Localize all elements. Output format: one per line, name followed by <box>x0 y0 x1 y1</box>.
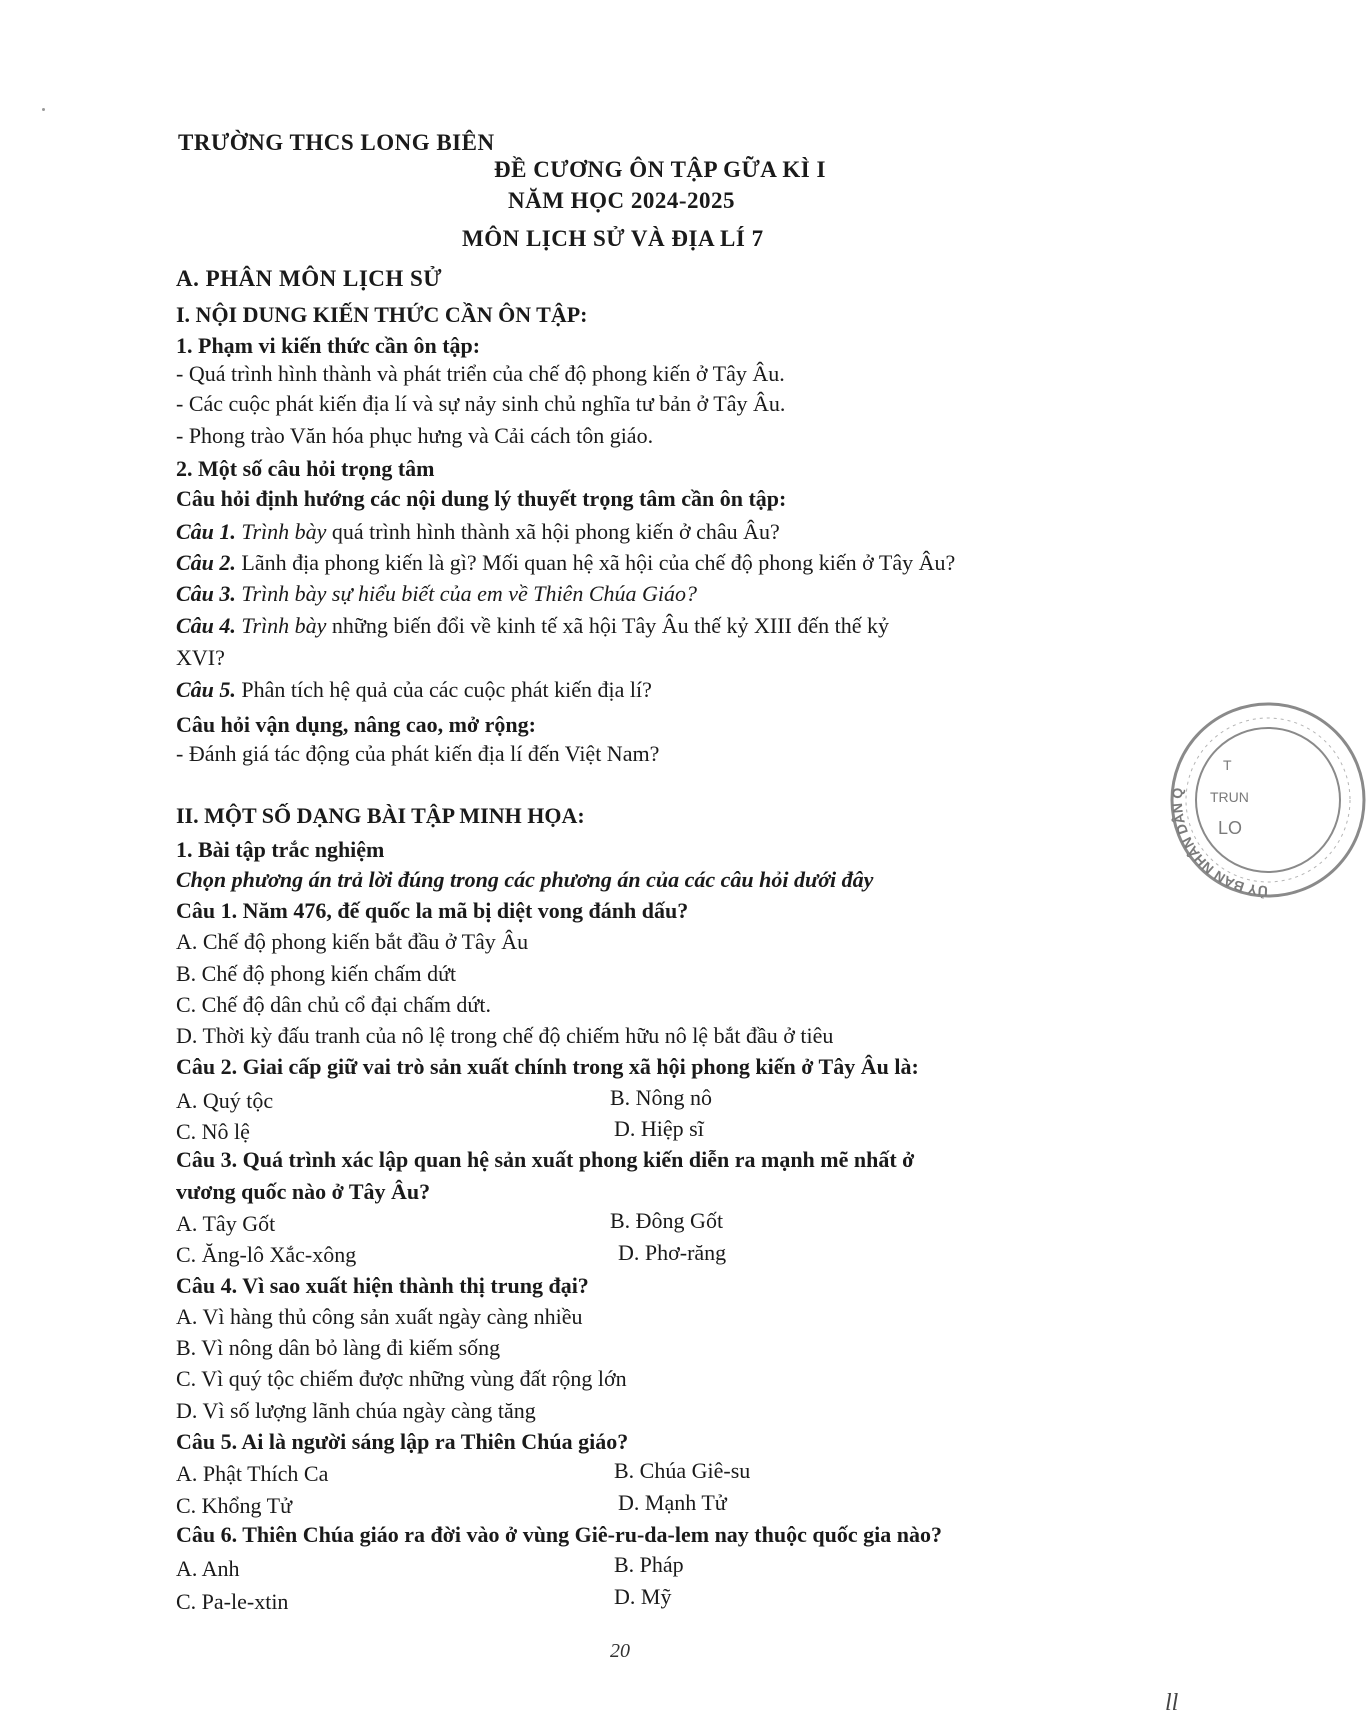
question-label: Câu 5. <box>176 677 236 702</box>
question-italic: Trình bày <box>241 613 327 638</box>
question-label: Câu 3. <box>176 581 236 606</box>
option-c: C. Nô lệ <box>176 1119 250 1144</box>
question-text: Phân tích hệ quả của các cuộc phát kiến địa lí? <box>235 677 652 702</box>
mcq-question-1: Câu 1. Năm 476, đế quốc la mã bị diệt vong đánh dấu? <box>176 898 689 923</box>
official-stamp <box>1168 700 1368 900</box>
option-a: A. Anh <box>176 1556 240 1581</box>
option-d: D. Hiệp sĩ <box>614 1116 704 1141</box>
question-text: quá trình hình thành xã hội phong kiến ở châu Âu? <box>326 519 780 544</box>
option-d: D. Phơ-răng <box>618 1240 727 1265</box>
page-number: 20 <box>610 1640 630 1662</box>
scope-item: - Phong trào Văn hóa phục hưng và Cải cách tôn giáo. <box>176 423 654 448</box>
question-italic: Trình bày <box>241 519 327 544</box>
option-a: A. Chế độ phong kiến bắt đầu ở Tây Âu <box>176 929 529 954</box>
option-b: B. Chúa Giê-su <box>614 1458 751 1483</box>
option-d: D. Mỹ <box>614 1584 672 1609</box>
theory-question-3 <box>176 580 697 608</box>
option-d: D. Vì số lượng lãnh chúa ngày càng tăng <box>176 1398 536 1423</box>
mcq-instruction: Chọn phương án trả lời đúng trong các phương án của các câu hỏi dưới đây <box>176 867 874 892</box>
option-c: C. Chế độ dân chủ cổ đại chấm dứt. <box>176 992 491 1017</box>
question-label: Câu 4. <box>176 613 236 638</box>
part2-heading: II. MỘT SỐ DẠNG BÀI TẬP MINH HỌA: <box>176 803 585 828</box>
mcq-question-4: Câu 4. Vì sao xuất hiện thành thị trung đại? <box>176 1273 589 1298</box>
option-d: D. Thời kỳ đấu tranh của nô lệ trong chế độ chiếm hữu nô lệ bắt đầu ở tiêu <box>176 1023 834 1048</box>
question-label: Câu 2. <box>176 550 236 575</box>
option-d: D. Mạnh Tử <box>618 1490 727 1515</box>
question-italic: Trình bày sự hiểu biết của em về Thiên Chúa Giáo? <box>241 581 698 606</box>
stamp-inner-2: LO <box>1218 818 1243 838</box>
theory-heading: Câu hỏi định hướng các nội dung lý thuyết trọng tâm cần ôn tập: <box>176 486 787 511</box>
theory-question-1 <box>176 518 780 546</box>
mcq-heading: 1. Bài tập trắc nghiệm <box>176 837 385 862</box>
option-a: A. Quý tộc <box>176 1088 274 1113</box>
key-questions-heading: 2. Một số câu hỏi trọng tâm <box>176 456 435 481</box>
handwritten-mark: ll <box>1165 1690 1179 1716</box>
option-c: C. Ăng-lô Xắc-xông <box>176 1242 357 1267</box>
theory-question-2 <box>176 549 955 577</box>
theory-question-4 <box>176 612 889 640</box>
scope-item: - Quá trình hình thành và phát triển của chế độ phong kiến ở Tây Âu. <box>176 361 785 386</box>
scope-item: - Các cuộc phát kiến địa lí và sự nảy sinh chủ nghĩa tư bản ở Tây Âu. <box>176 391 786 416</box>
mcq-question-2: Câu 2. Giai cấp giữ vai trò sản xuất chính trong xã hội phong kiến ở Tây Âu là: <box>176 1054 919 1079</box>
scope-heading: 1. Phạm vi kiến thức cần ôn tập: <box>176 333 481 358</box>
option-b: B. Đông Gốt <box>610 1208 724 1233</box>
speck <box>42 108 45 111</box>
option-a: A. Vì hàng thủ công sản xuất ngày càng nhiều <box>176 1304 583 1329</box>
option-b: B. Nông nô <box>610 1085 713 1110</box>
theory-question-4-cont: XVI? <box>176 645 225 670</box>
mcq-question-6: Câu 6. Thiên Chúa giáo ra đời vào ở vùng Giê-ru-da-lem nay thuộc quốc gia nào? <box>176 1522 942 1547</box>
question-label: Câu 1. <box>176 519 236 544</box>
theory-question-5 <box>176 676 652 704</box>
part1-heading: I. NỘI DUNG KIẾN THỨC CẦN ÔN TẬP: <box>176 302 588 327</box>
stamp-letter: T <box>1223 757 1232 773</box>
subject-title: MÔN LỊCH SỬ VÀ ĐỊA LÍ 7 <box>462 226 764 251</box>
option-b: B. Vì nông dân bỏ làng đi kiếm sống <box>176 1335 501 1360</box>
section-heading: A. PHÂN MÔN LỊCH SỬ <box>176 266 443 291</box>
mcq-question-5: Câu 5. Ai là người sáng lập ra Thiên Chúa giáo? <box>176 1429 629 1454</box>
option-b: B. Chế độ phong kiến chấm dứt <box>176 961 457 986</box>
option-c: C. Pa-le-xtin <box>176 1589 289 1614</box>
stamp-ring-text: ỦY BAN NHÂN DÂN Q <box>1168 787 1269 900</box>
option-a: A. Phật Thích Ca <box>176 1461 329 1486</box>
mcq-question-3: Câu 3. Quá trình xác lập quan hệ sản xuất phong kiến diễn ra mạnh mẽ nhất ở <box>176 1147 915 1172</box>
mcq-question-3-cont: vương quốc nào ở Tây Âu? <box>176 1179 431 1204</box>
option-a: A. Tây Gốt <box>176 1211 276 1236</box>
option-c: C. Vì quý tộc chiếm được những vùng đất rộng lớn <box>176 1366 627 1391</box>
school-year: NĂM HỌC 2024-2025 <box>508 188 735 213</box>
stamp-inner-1: TRUN <box>1210 789 1249 805</box>
option-c: C. Khổng Tử <box>176 1493 293 1518</box>
school-name: TRƯỜNG THCS LONG BIÊN <box>178 130 495 155</box>
option-b: B. Pháp <box>614 1552 684 1577</box>
question-text: Lãnh địa phong kiến là gì? Mối quan hệ xã hội của chế độ phong kiến ở Tây Âu? <box>235 550 956 575</box>
applied-heading: Câu hỏi vận dụng, nâng cao, mở rộng: <box>176 712 536 737</box>
question-text: những biến đổi về kinh tế xã hội Tây Âu thế kỷ XIII đến thế kỷ <box>326 613 890 638</box>
applied-item: - Đánh giá tác động của phát kiến địa lí đến Việt Nam? <box>176 741 660 766</box>
document-title: ĐỀ CƯƠNG ÔN TẬP GỮA KÌ I <box>494 157 826 182</box>
